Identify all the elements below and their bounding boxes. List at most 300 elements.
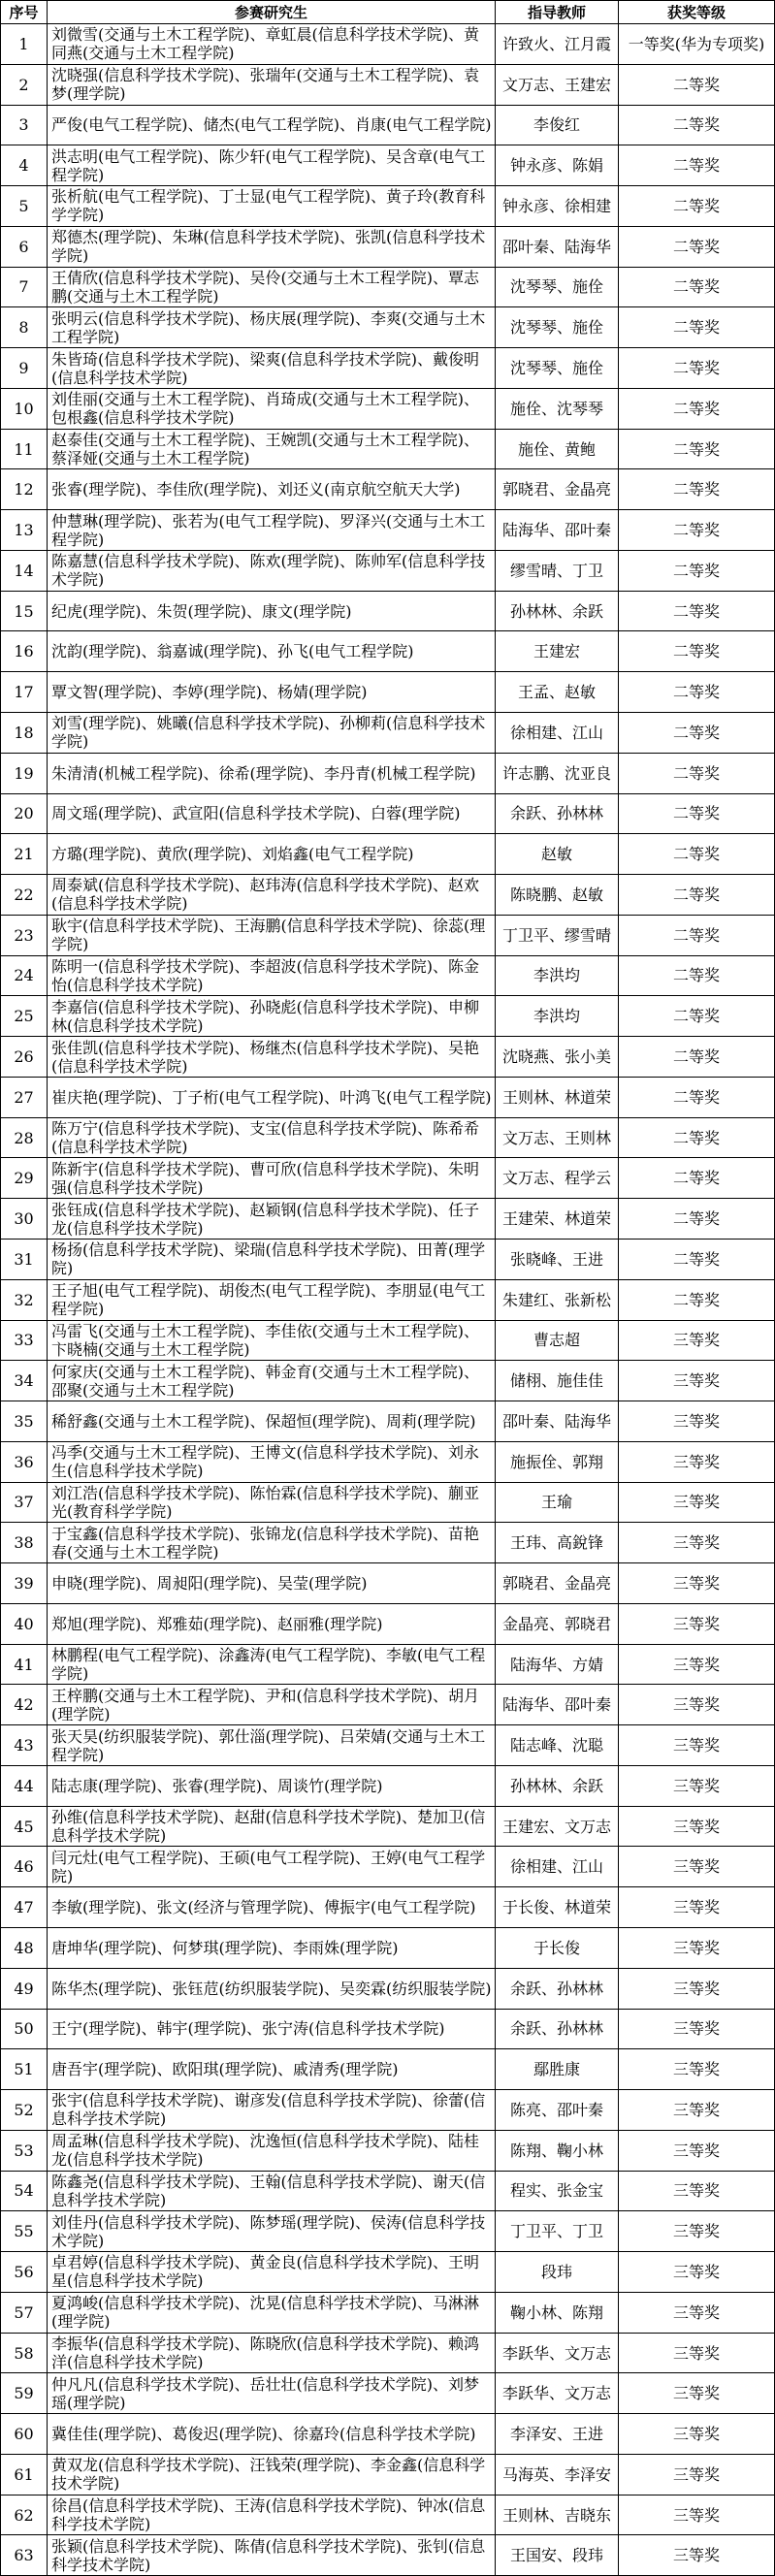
cell-award: 三等奖 (619, 1887, 775, 1928)
header-award: 获奖等级 (619, 1, 775, 24)
cell-advisors: 曹志超 (496, 1321, 619, 1362)
cell-advisors: 李洪均 (496, 956, 619, 997)
cell-award: 二等奖 (619, 227, 775, 268)
table-row (1, 389, 775, 430)
cell-award: 三等奖 (619, 2535, 775, 2576)
table-row (1, 2334, 775, 2374)
cell-index: 30 (1, 1199, 48, 1240)
cell-index: 14 (1, 551, 48, 592)
cell-students: 王倩欣(信息科学技术学院)、吴伶(交通与土木工程学院)、覃志鹏(交通与土木工程学院) (48, 268, 496, 308)
cell-index: 57 (1, 2293, 48, 2334)
cell-students: 唐吾宇(理学院)、欧阳琪(理学院)、戚清秀(理学院) (48, 2049, 496, 2090)
table-row (1, 1969, 775, 2010)
cell-index: 29 (1, 1158, 48, 1199)
cell-award: 三等奖 (619, 1442, 775, 1483)
cell-advisors: 邵叶秦、陆海华 (496, 1401, 619, 1442)
cell-advisors: 陆海华、邵叶秦 (496, 510, 619, 551)
cell-award: 二等奖 (619, 145, 775, 186)
cell-advisors: 沈琴琴、施佺 (496, 307, 619, 348)
cell-index: 26 (1, 1037, 48, 1078)
table-row (1, 672, 775, 713)
cell-advisors: 文万志、王建宏 (496, 65, 619, 106)
cell-advisors: 陈亮、邵叶秦 (496, 2090, 619, 2131)
cell-advisors: 程实、张金宝 (496, 2172, 619, 2212)
cell-students: 李嘉信(信息科学技术学院)、孙晓彪(信息科学技术学院)、申柳林(信息科学技术学院) (48, 996, 496, 1037)
cell-advisors: 鞠小林、陈翔 (496, 2293, 619, 2334)
cell-advisors: 沈琴琴、施佺 (496, 268, 619, 308)
cell-students: 陈鑫尧(信息科学技术学院)、王翰(信息科学技术学院)、谢天(信息科学技术学院) (48, 2172, 496, 2212)
cell-students: 朱清清(机械工程学院)、徐希(理学院)、李丹青(机械工程学院) (48, 754, 496, 794)
cell-award: 二等奖 (619, 1240, 775, 1280)
cell-award: 二等奖 (619, 1199, 775, 1240)
table-row (1, 631, 775, 672)
cell-advisors: 赵敏 (496, 834, 619, 875)
cell-award: 二等奖 (619, 1037, 775, 1078)
cell-index: 9 (1, 348, 48, 389)
table-row (1, 2252, 775, 2293)
cell-award: 二等奖 (619, 956, 775, 997)
cell-students: 覃文智(理学院)、李婷(理学院)、杨婧(理学院) (48, 672, 496, 713)
cell-index: 43 (1, 1725, 48, 1766)
cell-award: 二等奖 (619, 875, 775, 916)
cell-students: 张钰成(信息科学技术学院)、赵颖钢(信息科学技术学院)、任子龙(信息科学技术学院) (48, 1199, 496, 1240)
table-row (1, 1483, 775, 1524)
table-row (1, 1199, 775, 1240)
cell-students: 刘佳丽(交通与土木工程学院)、肖琦成(交通与土木工程学院)、包根鑫(信息科学技术学院) (48, 389, 496, 430)
cell-award: 三等奖 (619, 2455, 775, 2496)
cell-index: 33 (1, 1321, 48, 1362)
cell-award: 二等奖 (619, 186, 775, 227)
cell-students: 陈嘉慧(信息科学技术学院)、陈欢(理学院)、陈帅军(信息科学技术学院) (48, 551, 496, 592)
cell-advisors: 储栩、施佳佳 (496, 1361, 619, 1401)
table-row (1, 834, 775, 875)
cell-award: 三等奖 (619, 1401, 775, 1442)
cell-advisors: 余跃、孙林林 (496, 2010, 619, 2050)
cell-advisors: 陆海华、邵叶秦 (496, 1685, 619, 1725)
cell-students: 杨扬(信息科学技术学院)、梁瑞(信息科学技术学院)、田菁(理学院) (48, 1240, 496, 1280)
table-row (1, 875, 775, 916)
cell-advisors: 徐相建、江山 (496, 713, 619, 754)
cell-students: 黄双龙(信息科学技术学院)、汪钱荣(理学院)、李金鑫(信息科学技术学院) (48, 2455, 496, 2496)
table-row (1, 268, 775, 308)
cell-index: 32 (1, 1280, 48, 1321)
cell-advisors: 王国安、段玮 (496, 2535, 619, 2576)
cell-award: 二等奖 (619, 348, 775, 389)
cell-award: 二等奖 (619, 551, 775, 592)
cell-award: 三等奖 (619, 2090, 775, 2131)
cell-index: 39 (1, 1563, 48, 1604)
cell-index: 35 (1, 1401, 48, 1442)
cell-advisors: 孙林林、余跃 (496, 592, 619, 632)
table-row (1, 1766, 775, 1807)
cell-students: 张明云(信息科学技术学院)、杨庆展(理学院)、李爽(交通与土木工程学院) (48, 307, 496, 348)
cell-index: 13 (1, 510, 48, 551)
table-row (1, 1725, 775, 1766)
cell-index: 48 (1, 1928, 48, 1969)
cell-index: 34 (1, 1361, 48, 1401)
cell-students: 严俊(电气工程学院)、储杰(电气工程学院)、肖康(电气工程学院) (48, 106, 496, 146)
header-advisors: 指导教师 (496, 1, 619, 24)
cell-index: 54 (1, 2172, 48, 2212)
cell-award: 三等奖 (619, 1321, 775, 1362)
table-row (1, 145, 775, 186)
table-row (1, 469, 775, 510)
cell-students: 仲凡凡(信息科学技术学院)、岳壮壮(信息科学技术学院)、刘梦瑶(理学院) (48, 2373, 496, 2414)
cell-award: 三等奖 (619, 1969, 775, 2010)
cell-index: 23 (1, 916, 48, 956)
cell-students: 陈华杰(理学院)、张钰苊(纺织服装学院)、吴奕霖(纺织服装学院) (48, 1969, 496, 2010)
table-row (1, 510, 775, 551)
cell-students: 刘佳丹(信息科学技术学院)、陈梦瑶(理学院)、侯涛(信息科学技术学院) (48, 2211, 496, 2252)
cell-advisors: 段玮 (496, 2252, 619, 2293)
cell-index: 44 (1, 1766, 48, 1807)
cell-students: 孙维(信息科学技术学院)、赵甜(信息科学技术学院)、楚加卫(信息科学技术学院) (48, 1807, 496, 1848)
cell-advisors: 施振佺、郭翔 (496, 1442, 619, 1483)
cell-award: 二等奖 (619, 469, 775, 510)
cell-award: 二等奖 (619, 268, 775, 308)
table-row (1, 1928, 775, 1969)
cell-index: 10 (1, 389, 48, 430)
cell-students: 陈明一(信息科学技术学院)、李超波(信息科学技术学院)、陈金怡(信息科学技术学院) (48, 956, 496, 997)
cell-index: 22 (1, 875, 48, 916)
cell-students: 何家庆(交通与土木工程学院)、韩金育(交通与土木工程学院)、邵聚(交通与土木工程学院) (48, 1361, 496, 1401)
header-row (1, 1, 775, 24)
cell-advisors: 王建宏 (496, 631, 619, 672)
cell-students: 张颖(信息科学技术学院)、陈倩(信息科学技术学院)、张钊(信息科学技术学院) (48, 2535, 496, 2576)
cell-students: 王子旭(电气工程学院)、胡俊杰(电气工程学院)、李朋显(电气工程学院) (48, 1280, 496, 1321)
cell-award: 二等奖 (619, 389, 775, 430)
cell-students: 方璐(理学院)、黄欣(理学院)、刘焰鑫(电气工程学院) (48, 834, 496, 875)
cell-advisors: 于长俊、林道荣 (496, 1887, 619, 1928)
cell-index: 7 (1, 268, 48, 308)
cell-index: 15 (1, 592, 48, 632)
cell-advisors: 许致火、江月霞 (496, 24, 619, 65)
cell-index: 18 (1, 713, 48, 754)
table-row (1, 2090, 775, 2131)
cell-students: 李敏(理学院)、张文(经济与管理学院)、傅振宇(电气工程学院) (48, 1887, 496, 1928)
cell-students: 陈新宇(信息科学技术学院)、曹可欣(信息科学技术学院)、朱明强(信息科学技术学院) (48, 1158, 496, 1199)
table-row (1, 106, 775, 146)
cell-advisors: 王建宏、文万志 (496, 1807, 619, 1848)
table-row (1, 592, 775, 632)
table-row (1, 2535, 775, 2576)
cell-index: 41 (1, 1645, 48, 1686)
cell-award: 二等奖 (619, 754, 775, 794)
cell-index: 60 (1, 2414, 48, 2455)
cell-award: 三等奖 (619, 1725, 775, 1766)
cell-advisors: 钟永彦、陈娟 (496, 145, 619, 186)
table-row (1, 996, 775, 1037)
cell-advisors: 金晶亮、郭晓君 (496, 1604, 619, 1645)
cell-index: 19 (1, 754, 48, 794)
cell-index: 62 (1, 2496, 48, 2536)
cell-advisors: 徐相建、江山 (496, 1847, 619, 1887)
cell-index: 58 (1, 2334, 48, 2374)
table-row (1, 24, 775, 65)
table-row (1, 430, 775, 470)
cell-advisors: 郭晓君、金晶亮 (496, 1563, 619, 1604)
cell-award: 二等奖 (619, 916, 775, 956)
table-row (1, 1037, 775, 1078)
cell-students: 王梓鹏(交通与土木工程学院)、尹和(信息科学技术学院)、胡月(理学院) (48, 1685, 496, 1725)
table-row (1, 1847, 775, 1887)
cell-students: 周泰斌(信息科学技术学院)、赵玮涛(信息科学技术学院)、赵欢(信息科学技术学院) (48, 875, 496, 916)
table-row (1, 307, 775, 348)
cell-index: 56 (1, 2252, 48, 2293)
cell-advisors: 孙林林、余跃 (496, 1766, 619, 1807)
cell-award: 三等奖 (619, 1847, 775, 1887)
cell-students: 李振华(信息科学技术学院)、陈晓欣(信息科学技术学院)、赖鸿洋(信息科学技术学院) (48, 2334, 496, 2374)
cell-award: 三等奖 (619, 2131, 775, 2172)
cell-advisors: 邵叶秦、陆海华 (496, 227, 619, 268)
table-row (1, 1280, 775, 1321)
table-row (1, 1078, 775, 1118)
cell-award: 三等奖 (619, 1523, 775, 1563)
cell-index: 42 (1, 1685, 48, 1725)
cell-award: 二等奖 (619, 996, 775, 1037)
cell-award: 二等奖 (619, 1280, 775, 1321)
cell-students: 于宝鑫(信息科学技术学院)、张锦龙(信息科学技术学院)、苗艳春(交通与土木工程学院) (48, 1523, 496, 1563)
cell-award: 二等奖 (619, 672, 775, 713)
table-row (1, 1158, 775, 1199)
cell-advisors: 许志鹏、沈亚良 (496, 754, 619, 794)
cell-advisors: 施佺、沈琴琴 (496, 389, 619, 430)
cell-index: 27 (1, 1078, 48, 1118)
cell-advisors: 王建荣、林道荣 (496, 1199, 619, 1240)
table-row (1, 2455, 775, 2496)
cell-advisors: 王瑜 (496, 1483, 619, 1524)
cell-index: 38 (1, 1523, 48, 1563)
cell-award: 三等奖 (619, 2049, 775, 2090)
cell-students: 王宁(理学院)、韩宇(理学院)、张宁涛(信息科学技术学院) (48, 2010, 496, 2050)
table-row (1, 1401, 775, 1442)
cell-award: 三等奖 (619, 2496, 775, 2536)
cell-index: 25 (1, 996, 48, 1037)
cell-advisors: 钟永彦、徐相建 (496, 186, 619, 227)
cell-index: 20 (1, 794, 48, 835)
cell-index: 16 (1, 631, 48, 672)
cell-students: 夏鸿峻(信息科学技术学院)、沈晃(信息科学技术学院)、马淋淋(理学院) (48, 2293, 496, 2334)
cell-award: 二等奖 (619, 713, 775, 754)
cell-award: 三等奖 (619, 1483, 775, 1524)
table-row (1, 186, 775, 227)
cell-award: 三等奖 (619, 1685, 775, 1725)
cell-index: 8 (1, 307, 48, 348)
cell-award: 二等奖 (619, 1118, 775, 1159)
cell-students: 刘江浩(信息科学技术学院)、陈怡霖(信息科学技术学院)、蒯亚光(教育科学学院) (48, 1483, 496, 1524)
table-row (1, 2172, 775, 2212)
cell-index: 11 (1, 430, 48, 470)
cell-advisors: 李跃华、文万志 (496, 2334, 619, 2374)
cell-index: 59 (1, 2373, 48, 2414)
table-row (1, 348, 775, 389)
cell-award: 二等奖 (619, 510, 775, 551)
cell-advisors: 王则林、林道荣 (496, 1078, 619, 1118)
cell-advisors: 郭晓君、金晶亮 (496, 469, 619, 510)
table-row (1, 2496, 775, 2536)
cell-advisors: 王玮、高銳锋 (496, 1523, 619, 1563)
table-row (1, 1563, 775, 1604)
header-index: 序号 (1, 1, 48, 24)
cell-advisors: 缪雪晴、丁卫 (496, 551, 619, 592)
cell-award: 三等奖 (619, 1604, 775, 1645)
cell-index: 61 (1, 2455, 48, 2496)
cell-index: 24 (1, 956, 48, 997)
cell-students: 赵泰佳(交通与土木工程学院)、王婉凯(交通与土木工程学院)、蔡泽娅(交通与土木工程学院) (48, 430, 496, 470)
cell-advisors: 王则林、吉晓东 (496, 2496, 619, 2536)
table-row (1, 1442, 775, 1483)
cell-students: 冀佳佳(理学院)、葛俊迟(理学院)、徐嘉玲(信息科学技术学院) (48, 2414, 496, 2455)
cell-students: 徐昌(信息科学技术学院)、王涛(信息科学技术学院)、钟冰(信息科学技术学院) (48, 2496, 496, 2536)
cell-advisors: 文万志、王则林 (496, 1118, 619, 1159)
cell-index: 2 (1, 65, 48, 106)
cell-award: 三等奖 (619, 2211, 775, 2252)
cell-advisors: 李俊红 (496, 106, 619, 146)
cell-award: 三等奖 (619, 2010, 775, 2050)
cell-advisors: 李泽安、王进 (496, 2414, 619, 2455)
cell-advisors: 马海英、李泽安 (496, 2455, 619, 2496)
cell-students: 林鹏程(电气工程学院)、涂鑫涛(电气工程学院)、李敏(电气工程学院) (48, 1645, 496, 1686)
cell-index: 28 (1, 1118, 48, 1159)
cell-index: 50 (1, 2010, 48, 2050)
cell-advisors: 丁卫平、缪雪晴 (496, 916, 619, 956)
table-row (1, 1361, 775, 1401)
cell-advisors: 李跃华、文万志 (496, 2373, 619, 2414)
cell-index: 52 (1, 2090, 48, 2131)
cell-award: 三等奖 (619, 1361, 775, 1401)
cell-index: 4 (1, 145, 48, 186)
table-row (1, 2131, 775, 2172)
cell-award: 三等奖 (619, 1645, 775, 1686)
table-row (1, 2010, 775, 2050)
cell-advisors: 施佺、黄鲍 (496, 430, 619, 470)
table-row (1, 1604, 775, 1645)
cell-students: 沈韵(理学院)、翁嘉诚(理学院)、孙飞(电气工程学院) (48, 631, 496, 672)
cell-index: 47 (1, 1887, 48, 1928)
cell-students: 沈晓强(信息科学技术学院)、张瑞年(交通与土木工程学院)、袁梦(理学院) (48, 65, 496, 106)
table-row (1, 1118, 775, 1159)
cell-award: 二等奖 (619, 592, 775, 632)
cell-advisors: 文万志、程学云 (496, 1158, 619, 1199)
cell-students: 闫元灶(电气工程学院)、王硕(电气工程学院)、王婷(电气工程学院) (48, 1847, 496, 1887)
table-row (1, 1887, 775, 1928)
cell-students: 冯季(交通与土木工程学院)、王博文(信息科学技术学院)、刘永生(信息科学技术学院) (48, 1442, 496, 1483)
table-row (1, 227, 775, 268)
table-row (1, 1685, 775, 1725)
cell-index: 46 (1, 1847, 48, 1887)
table-row (1, 65, 775, 106)
cell-index: 45 (1, 1807, 48, 1848)
cell-award: 三等奖 (619, 1807, 775, 1848)
cell-award: 二等奖 (619, 65, 775, 106)
cell-award: 二等奖 (619, 106, 775, 146)
cell-advisors: 陆海华、方婧 (496, 1645, 619, 1686)
cell-advisors: 陈晓鹏、赵敏 (496, 875, 619, 916)
cell-index: 49 (1, 1969, 48, 2010)
cell-advisors: 王孟、赵敏 (496, 672, 619, 713)
cell-advisors: 余跃、孙林林 (496, 1969, 619, 2010)
cell-students: 郑德杰(理学院)、朱琳(信息科学技术学院)、张凯(信息科学技术学院) (48, 227, 496, 268)
cell-index: 6 (1, 227, 48, 268)
cell-students: 卓君婷(信息科学技术学院)、黄金良(信息科学技术学院)、王明星(信息科学技术学院) (48, 2252, 496, 2293)
table-row (1, 956, 775, 997)
cell-students: 刘微雪(交通与土木工程学院)、章虹晨(信息科学技术学院)、黄同燕(交通与土木工程学院) (48, 24, 496, 65)
cell-students: 耿宇(信息科学技术学院)、王海鹏(信息科学技术学院)、徐蕊(理学院) (48, 916, 496, 956)
cell-award: 二等奖 (619, 430, 775, 470)
table-row (1, 1645, 775, 1686)
table-row (1, 1321, 775, 1362)
cell-students: 张天昊(纺织服装学院)、郭仕淄(理学院)、吕荣婧(交通与土木工程学院) (48, 1725, 496, 1766)
cell-index: 37 (1, 1483, 48, 1524)
cell-advisors: 朱建红、张新松 (496, 1280, 619, 1321)
cell-students: 唐坤华(理学院)、何梦琪(理学院)、李雨姝(理学院) (48, 1928, 496, 1969)
cell-award: 三等奖 (619, 2293, 775, 2334)
cell-award: 三等奖 (619, 2414, 775, 2455)
cell-students: 稀舒鑫(交通与土木工程学院)、保超恒(理学院)、周莉(理学院) (48, 1401, 496, 1442)
cell-advisors: 沈晓燕、张小美 (496, 1037, 619, 1078)
cell-advisors: 沈琴琴、施佺 (496, 348, 619, 389)
cell-index: 5 (1, 186, 48, 227)
cell-students: 崔庆艳(理学院)、丁子桁(电气工程学院)、叶鸿飞(电气工程学院) (48, 1078, 496, 1118)
cell-index: 63 (1, 2535, 48, 2576)
cell-students: 张睿(理学院)、李佳欣(理学院)、刘还义(南京航空航天大学) (48, 469, 496, 510)
cell-students: 陆志康(理学院)、张睿(理学院)、周谈竹(理学院) (48, 1766, 496, 1807)
cell-students: 郑旭(理学院)、郑雅茹(理学院)、赵丽雅(理学院) (48, 1604, 496, 1645)
cell-index: 36 (1, 1442, 48, 1483)
table-row (1, 2373, 775, 2414)
cell-students: 冯雷飞(交通与土木工程学院)、李佳依(交通与土木工程学院)、卞晓楠(交通与土木工程学院) (48, 1321, 496, 1362)
cell-students: 张析航(电气工程学院)、丁士显(电气工程学院)、黄子玲(教育科学学院) (48, 186, 496, 227)
cell-award: 三等奖 (619, 2252, 775, 2293)
table-row (1, 2211, 775, 2252)
cell-advisors: 丁卫平、丁卫 (496, 2211, 619, 2252)
table-row (1, 713, 775, 754)
cell-index: 53 (1, 2131, 48, 2172)
cell-students: 周文瑶(理学院)、武宣阳(信息科学技术学院)、白蓉(理学院) (48, 794, 496, 835)
cell-award: 三等奖 (619, 1928, 775, 1969)
cell-award: 二等奖 (619, 1078, 775, 1118)
cell-index: 17 (1, 672, 48, 713)
cell-advisors: 鄢胜康 (496, 2049, 619, 2090)
cell-award: 三等奖 (619, 1766, 775, 1807)
cell-award: 二等奖 (619, 631, 775, 672)
cell-index: 31 (1, 1240, 48, 1280)
table-row (1, 754, 775, 794)
cell-index: 51 (1, 2049, 48, 2090)
table-row (1, 2293, 775, 2334)
cell-advisors: 张晓峰、王进 (496, 1240, 619, 1280)
cell-index: 55 (1, 2211, 48, 2252)
table-row (1, 1807, 775, 1848)
cell-students: 刘雪(理学院)、姚曦(信息科学技术学院)、孙柳莉(信息科学技术学院) (48, 713, 496, 754)
cell-students: 陈万宁(信息科学技术学院)、支宝(信息科学技术学院)、陈希希(信息科学技术学院) (48, 1118, 496, 1159)
table-row (1, 2049, 775, 2090)
cell-award: 三等奖 (619, 2373, 775, 2414)
cell-award: 一等奖(华为专项奖) (619, 24, 775, 65)
cell-award: 三等奖 (619, 1563, 775, 1604)
cell-students: 纪虎(理学院)、朱贺(理学院)、康文(理学院) (48, 592, 496, 632)
cell-award: 三等奖 (619, 2172, 775, 2212)
header-students: 参赛研究生 (48, 1, 496, 24)
table-row (1, 916, 775, 956)
cell-award: 三等奖 (619, 2334, 775, 2374)
cell-award: 二等奖 (619, 307, 775, 348)
table-row (1, 551, 775, 592)
cell-award: 二等奖 (619, 834, 775, 875)
cell-students: 张佳凯(信息科学技术学院)、杨继杰(信息科学技术学院)、吴艳(信息科学技术学院) (48, 1037, 496, 1078)
table-row (1, 794, 775, 835)
cell-students: 申晓(理学院)、周昶阳(理学院)、吴莹(理学院) (48, 1563, 496, 1604)
